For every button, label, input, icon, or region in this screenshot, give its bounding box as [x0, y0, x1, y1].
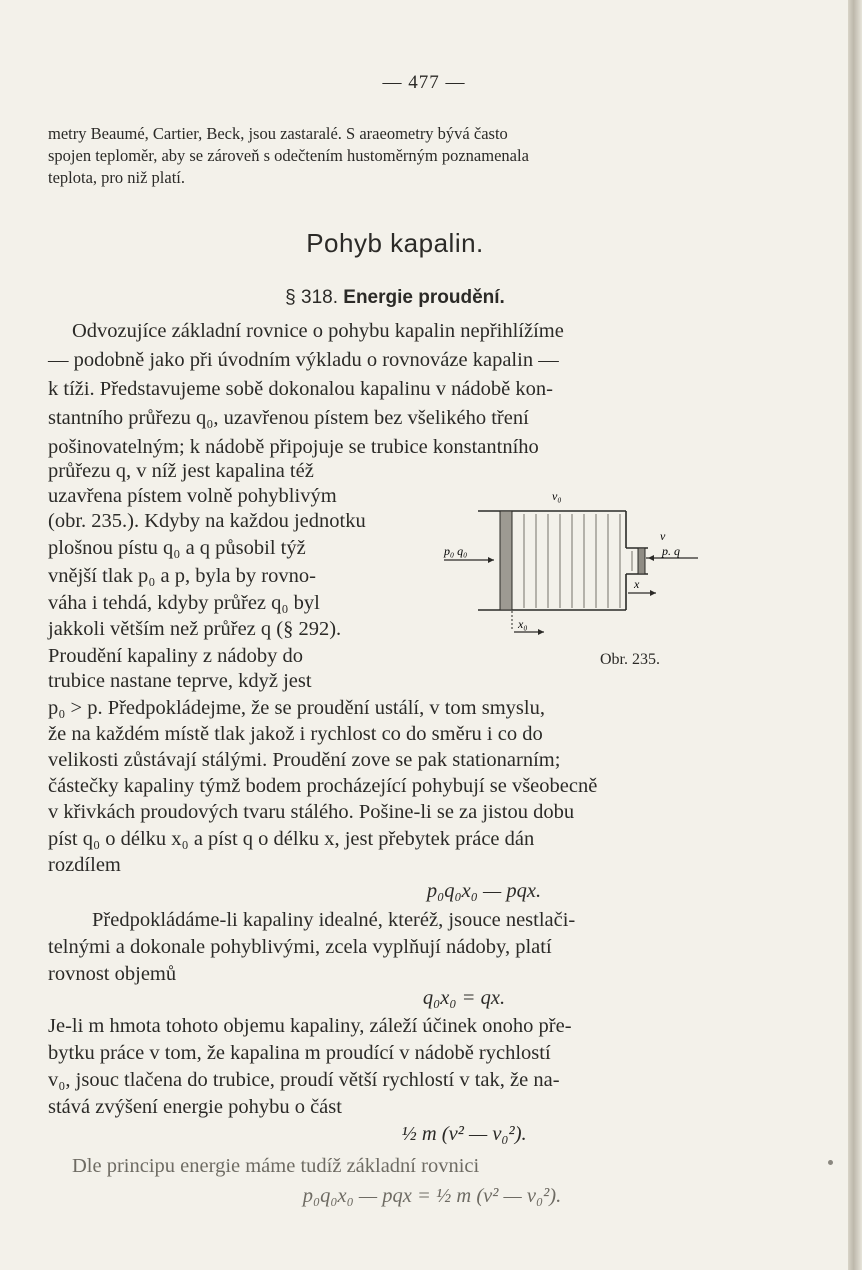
label-p0q0: p₀ q₀ — [444, 544, 468, 558]
text-line: stantního průřezu q₀, uzavřenou pístem bez všelikého tření — [48, 407, 529, 429]
text-line: částečky kapaliny týmž bodem procházející pohybují se všeobecně — [48, 775, 598, 797]
text-line: bytku práce v tom, že kapalina m proudící v nádobě rychlostí — [48, 1042, 551, 1064]
text-line: plošnou pístu q₀ a q působil týž — [48, 537, 306, 559]
label-x0: x₀ — [518, 617, 528, 631]
section-heading — [0, 287, 790, 309]
text-line: velikosti zůstávají stálými. Proudění zove se pak stationarním; — [48, 749, 561, 771]
text-line: — podobně jako při úvodním výkladu o rovnováze kapalin — — [48, 349, 559, 371]
text-line: váha i tehdá, kdyby průřez q₀ byl — [48, 592, 320, 614]
text-line: Proudění kapaliny z nádoby do — [48, 645, 304, 667]
equation-2: q₀x₀ = qx. — [422, 987, 506, 1009]
label-v0: v₀ — [552, 489, 562, 503]
text-line: telnými a dokonale pohyblivými, zcela vyplňují nádoby, platí — [48, 936, 552, 958]
text-line: trubice nastane teprve, když jest — [48, 670, 312, 692]
text-line: pošinovatelným; k nádobě připojuje se trubice konstantního — [48, 436, 539, 458]
section-title: Energie proudění. — [343, 287, 505, 308]
text-line: Předpokládáme-li kapaliny idealné, kteréž, jsouce nestlači- — [92, 909, 576, 931]
text-line: v₀, jsouc tlačena do trubice, proudí větší rychlostí v tak, že na- — [48, 1069, 560, 1091]
text-line: k tíži. Představujeme sobě dokonalou kapalinu v nádobě kon- — [48, 378, 553, 400]
margin-mark — [828, 1160, 833, 1165]
figure-235 — [436, 480, 716, 670]
text-line: jakkoli větším než průřez q (§ 292). — [48, 618, 342, 640]
intro-line: teplota, pro niž platí. — [48, 168, 186, 187]
label-x: x — [634, 577, 640, 591]
text-line: rovnost objemů — [48, 963, 177, 985]
text-line: p₀ > p. Předpokládejme, že se proudění ustálí, v tom smyslu, — [48, 697, 545, 719]
text-line: v křivkách proudových tvaru stálého. Pošine-li se za jistou dobu — [48, 801, 575, 823]
text-line: stává zvýšení energie pohybu o část — [48, 1096, 342, 1118]
page-edge — [848, 0, 862, 1270]
text-line: (obr. 235.). Kdyby na každou jednotku — [48, 510, 366, 532]
text-line: uzavřena pístem volně pohyblivým — [48, 485, 337, 507]
text-line: průřezu q, v níž jest kapalina též — [48, 460, 314, 482]
intro-line: spojen teploměr, aby se zároveň s odečtením hustoměrným poznamenala — [48, 146, 529, 165]
text-line: Dle principu energie máme tudíž základní rovnici — [72, 1155, 480, 1177]
text-line: píst q₀ o délku x₀ a píst q o délku x, jest přebytek práce dán — [48, 828, 535, 850]
figure-caption: Obr. 235. — [600, 651, 660, 668]
section-number: § 318. — [285, 287, 338, 308]
text-line: že na každém místě tlak jakož i rychlost co do směru i co do — [48, 723, 543, 745]
intro-line: metry Beaumé, Cartier, Beck, jsou zastaralé. S araeometry bývá často — [48, 124, 508, 143]
text-line: Je-li m hmota tohoto objemu kapaliny, záleží účinek onoho pře- — [48, 1015, 572, 1037]
chapter-title: Pohyb kapalin. — [306, 228, 484, 258]
equation-3: ½ m (v² — v₀²). — [401, 1123, 527, 1145]
equation-1: p₀q₀x₀ — pqx. — [426, 880, 542, 902]
text-line: Odvozujíce základní rovnice o pohybu kapalin nepřihlížíme — [72, 320, 564, 342]
equation-4: p₀q₀x₀ — pqx = ½ m (v² — v₀²). — [302, 1185, 562, 1207]
label-pq: p. q — [662, 544, 680, 558]
label-v: v — [660, 529, 666, 543]
piston-diagram — [436, 480, 716, 670]
text-line: rozdílem — [48, 854, 121, 876]
page-number: — 477 — — [382, 72, 466, 93]
text-line: vnější tlak p₀ a p, byla by rovno- — [48, 565, 316, 587]
